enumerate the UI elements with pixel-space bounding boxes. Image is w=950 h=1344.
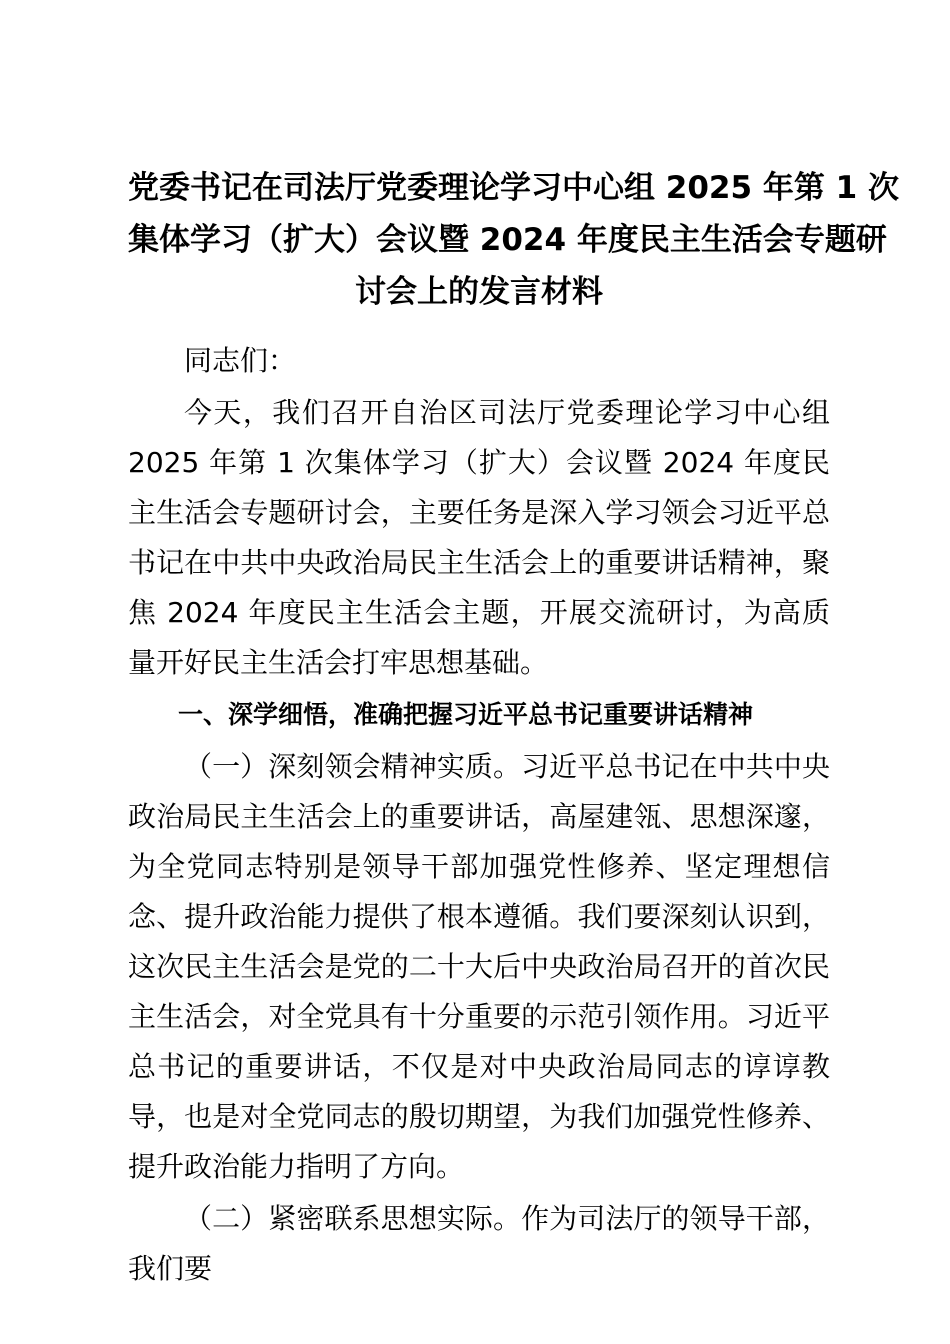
subsection-paragraph-2: （二）紧密联系思想实际。作为司法厅的领导干部，我们要 bbox=[128, 1202, 830, 1285]
section-heading-1: 一、深学细悟，准确把握习近平总书记重要讲话精神 bbox=[178, 700, 754, 729]
document-body bbox=[128, 336, 830, 1294]
title-line-2: 集体学习（扩大）会议暨 2024 年度民主生活会专题研 bbox=[128, 222, 887, 258]
title-line-1: 党委书记在司法厅党委理论学习中心组 2025 年第 1 次 bbox=[128, 170, 900, 206]
document-title bbox=[128, 162, 900, 318]
opening-paragraph: 今天，我们召开自治区司法厅党委理论学习中心组 2025 年第 1 次集体学习（扩大）会议暨 2024 年度民主生活会专题研讨会，主要任务是深入学习领会习近平总书记在中共中央政治局民主生活会上的重要讲话精神，聚焦 2024 年度民主生活会主题，开展交流研讨，为高质量开好民主生活会打牢思想基础。 bbox=[128, 396, 830, 679]
subsection-paragraph-1: （一）深刻领会精神实质。习近平总书记在中共中央政治局民主生活会上的重要讲话，高屋建瓴、思想深邃，为全党同志特别是领导干部加强党性修养、坚定理想信念、提升政治能力提供了根本遵循。我们要深刻认识到，这次民主生活会是党的二十大后中央政治局召开的首次民主生活会，对全党具有十分重要的示范引领作用。习近平总书记的重要讲话，不仅是对中央政治局同志的谆谆教导，也是对全党同志的殷切期望，为我们加强党性修养、提升政治能力指明了方向。 bbox=[128, 750, 830, 1183]
title-line-3: 讨会上的发言材料 bbox=[355, 274, 603, 310]
salutation: 同志们： bbox=[184, 344, 297, 377]
